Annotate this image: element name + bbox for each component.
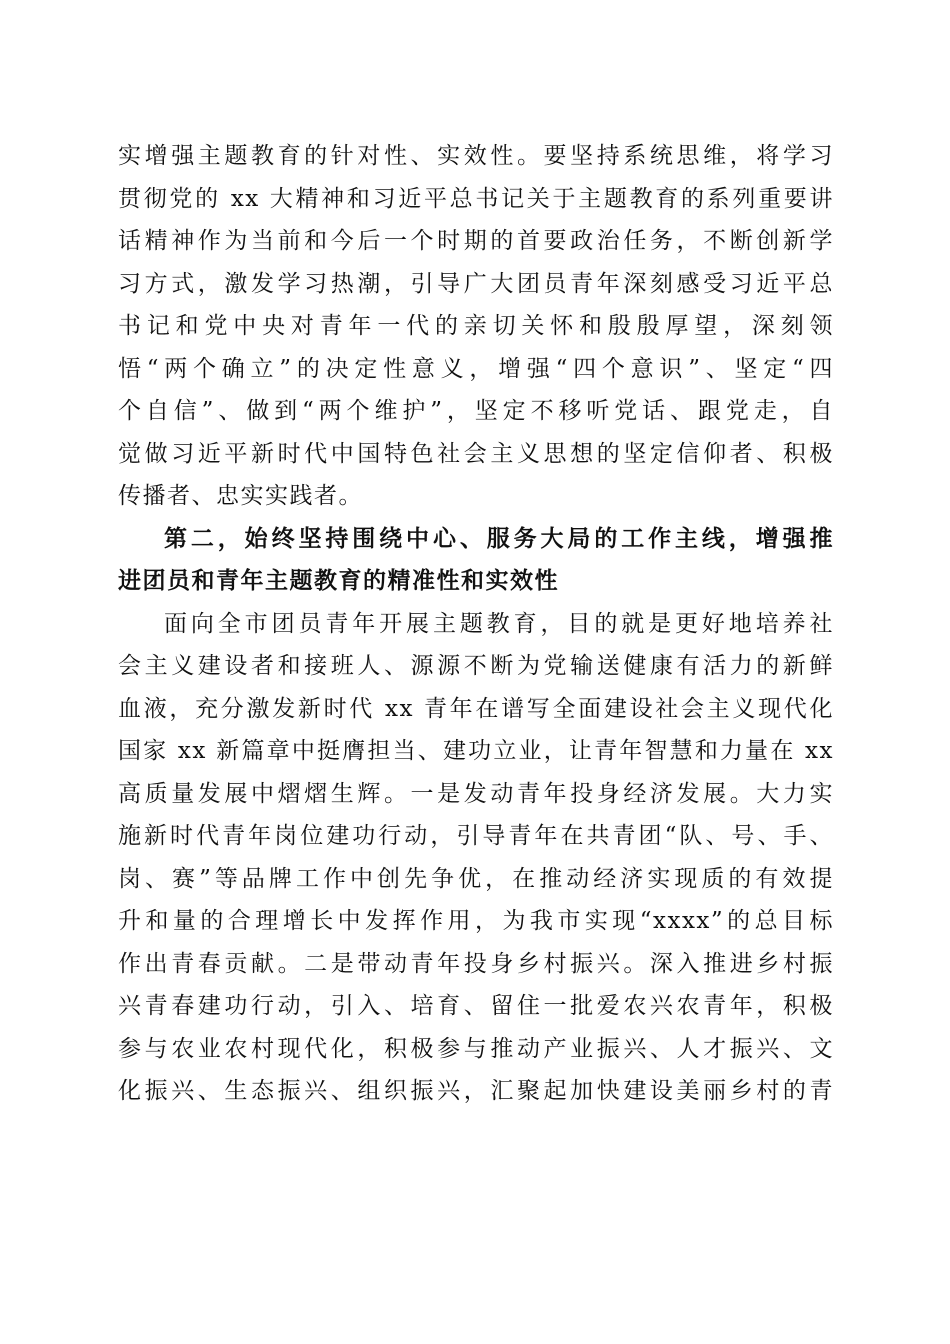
paragraph-line: 高质量发展中熠熠生辉。一是发动青年投身经济发展。大力实	[118, 780, 834, 807]
paragraph-line: 化振兴、生态振兴、组织振兴，汇聚起加快建设美丽乡村的青	[118, 1078, 834, 1104]
document-page	[118, 135, 834, 1113]
section-heading-line: 第二，始终坚持围绕中心、服务大局的工作主线，增强推	[164, 524, 834, 552]
paragraph-line: 习方式，激发学习热潮，引导广大团员青年深刻感受习近平总	[118, 270, 834, 297]
paragraph-line: 觉做习近平新时代中国特色社会主义思想的坚定信仰者、积极	[118, 440, 834, 467]
paragraph-line: 书记和党中央对青年一代的亲切关怀和殷殷厚望，深刻领	[118, 313, 834, 339]
paragraph-line: 面向全市团员青年开展主题教育，目的就是更好地培养社	[164, 610, 834, 637]
paragraph-line: 实增强主题教育的针对性、实效性。要坚持系统思维，将学习	[118, 143, 834, 169]
paragraph-line: 施新时代青年岗位建功行动，引导青年在共青团“队、号、手、	[118, 823, 834, 849]
paragraph-line: 悟“两个确立”的决定性意义，增强“四个意识”、坚定“四	[118, 355, 834, 382]
section-heading-line: 进团员和青年主题教育的精准性和实效性	[118, 567, 559, 594]
paragraph-line: 岗、赛”等品牌工作中创先争优，在推动经济实现质的有效提	[118, 865, 834, 892]
paragraph-line: 参与农业农村现代化，积极参与推动产业振兴、人才振兴、文	[118, 1035, 834, 1062]
paragraph-line: 升和量的合理增长中发挥作用，为我市实现“xxxx”的总目标	[118, 908, 834, 934]
paragraph-line: 会主义建设者和接班人、源源不断为党输送健康有活力的新鲜	[118, 653, 834, 679]
paragraph-line: 贯彻党的 xx 大精神和习近平总书记关于主题教育的系列重要讲	[118, 185, 834, 212]
paragraph-line: 兴青春建功行动，引入、培育、留住一批爱农兴农青年，积极	[118, 993, 834, 1019]
paragraph-line: 血液，充分激发新时代 xx 青年在谱写全面建设社会主义现代化	[118, 695, 834, 722]
paragraph-line: 国家 xx 新篇章中挺膺担当、建功立业，让青年智慧和力量在 xx	[118, 738, 834, 764]
paragraph-line: 作出青春贡献。二是带动青年投身乡村振兴。深入推进乡村振	[118, 950, 834, 977]
paragraph-line: 传播者、忠实实践者。	[118, 483, 363, 509]
paragraph-line: 个自信”、做到“两个维护”，坚定不移听党话、跟党走，自	[118, 398, 834, 424]
paragraph-line: 话精神作为当前和今后一个时期的首要政治任务，不断创新学	[118, 228, 834, 254]
